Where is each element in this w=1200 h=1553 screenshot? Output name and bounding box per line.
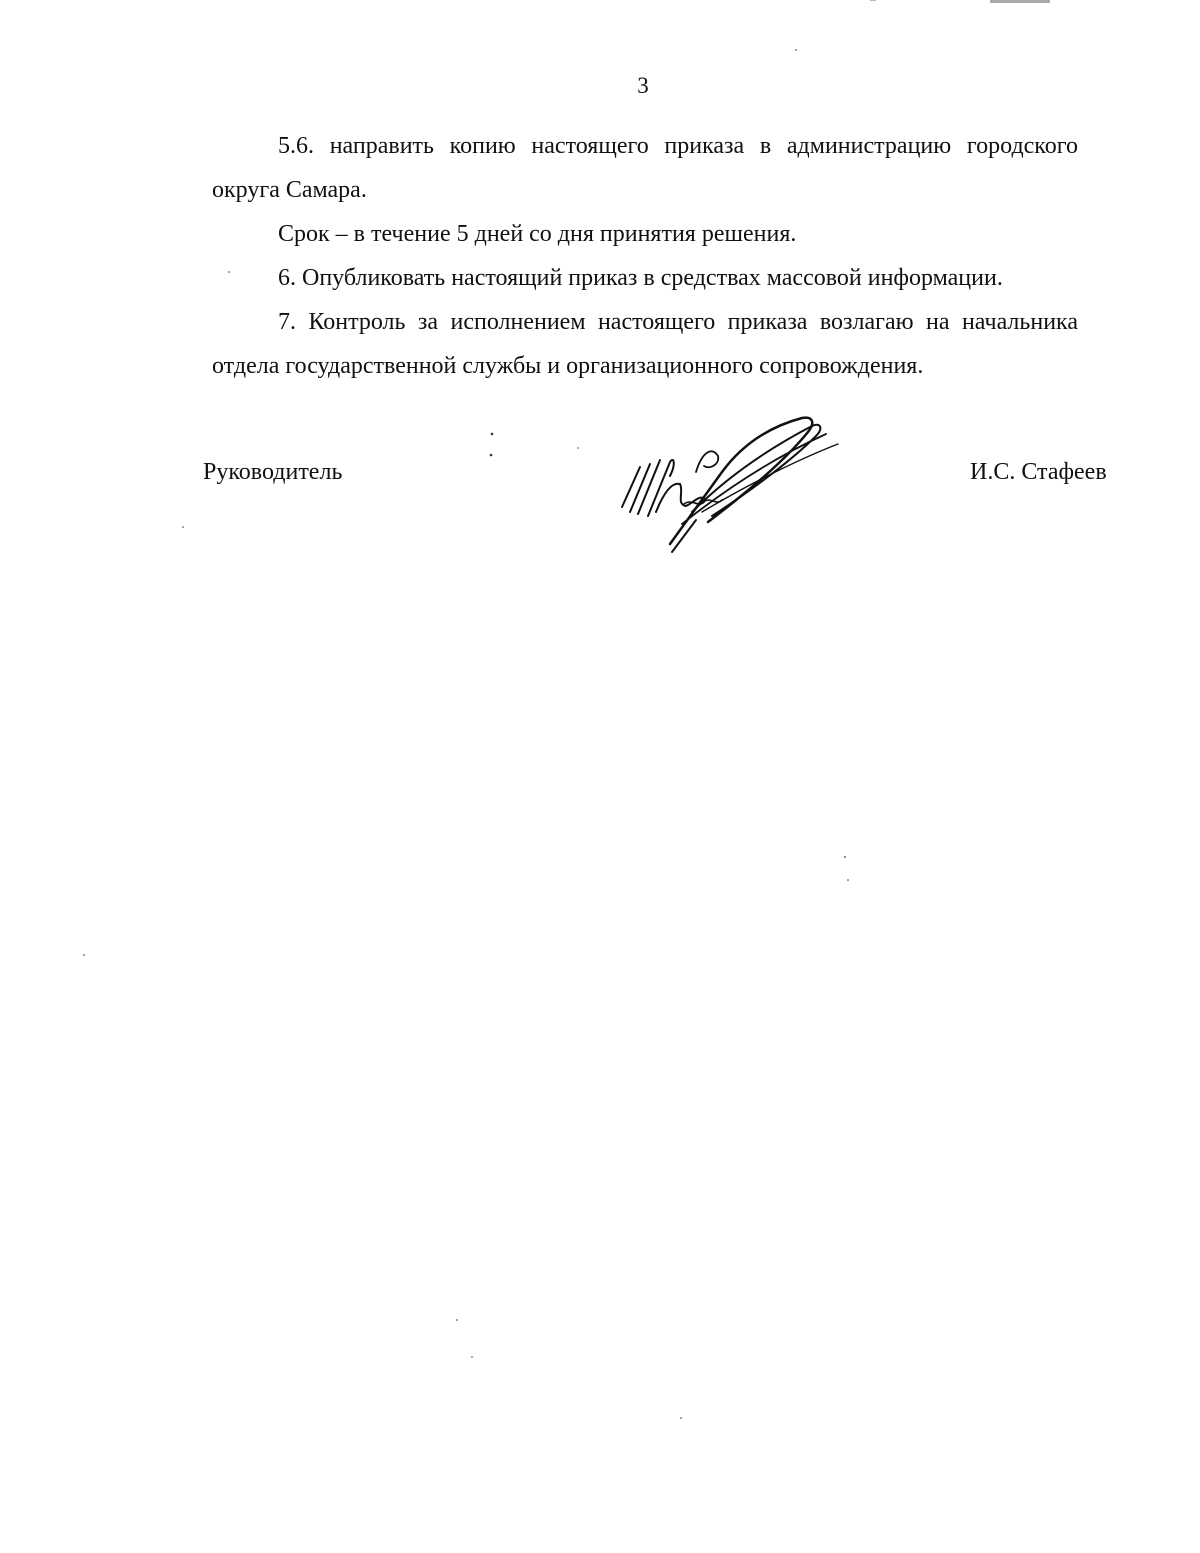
scan-artifact bbox=[870, 0, 1060, 8]
paragraph-6: 6. Опубликовать настоящий приказ в средствах массовой информации. bbox=[278, 265, 1003, 291]
page-number: 3 bbox=[637, 73, 649, 98]
paragraph-7: 7. Контроль за исполнением настоящего приказа возлагаю на начальника отдела государственной службы и организационного сопровождения. bbox=[212, 309, 1078, 379]
paragraph-deadline: Срок – в течение 5 дней со дня принятия решения. bbox=[278, 221, 797, 247]
paragraph-5-6: 5.6. направить копию настоящего приказа в администрацию городского округа Самара. bbox=[212, 133, 1078, 203]
document-body bbox=[212, 124, 1078, 388]
handwritten-signature bbox=[612, 412, 852, 557]
signatory-name: И.С. Стафеев bbox=[970, 459, 1107, 485]
signatory-role: Руководитель bbox=[203, 459, 343, 485]
